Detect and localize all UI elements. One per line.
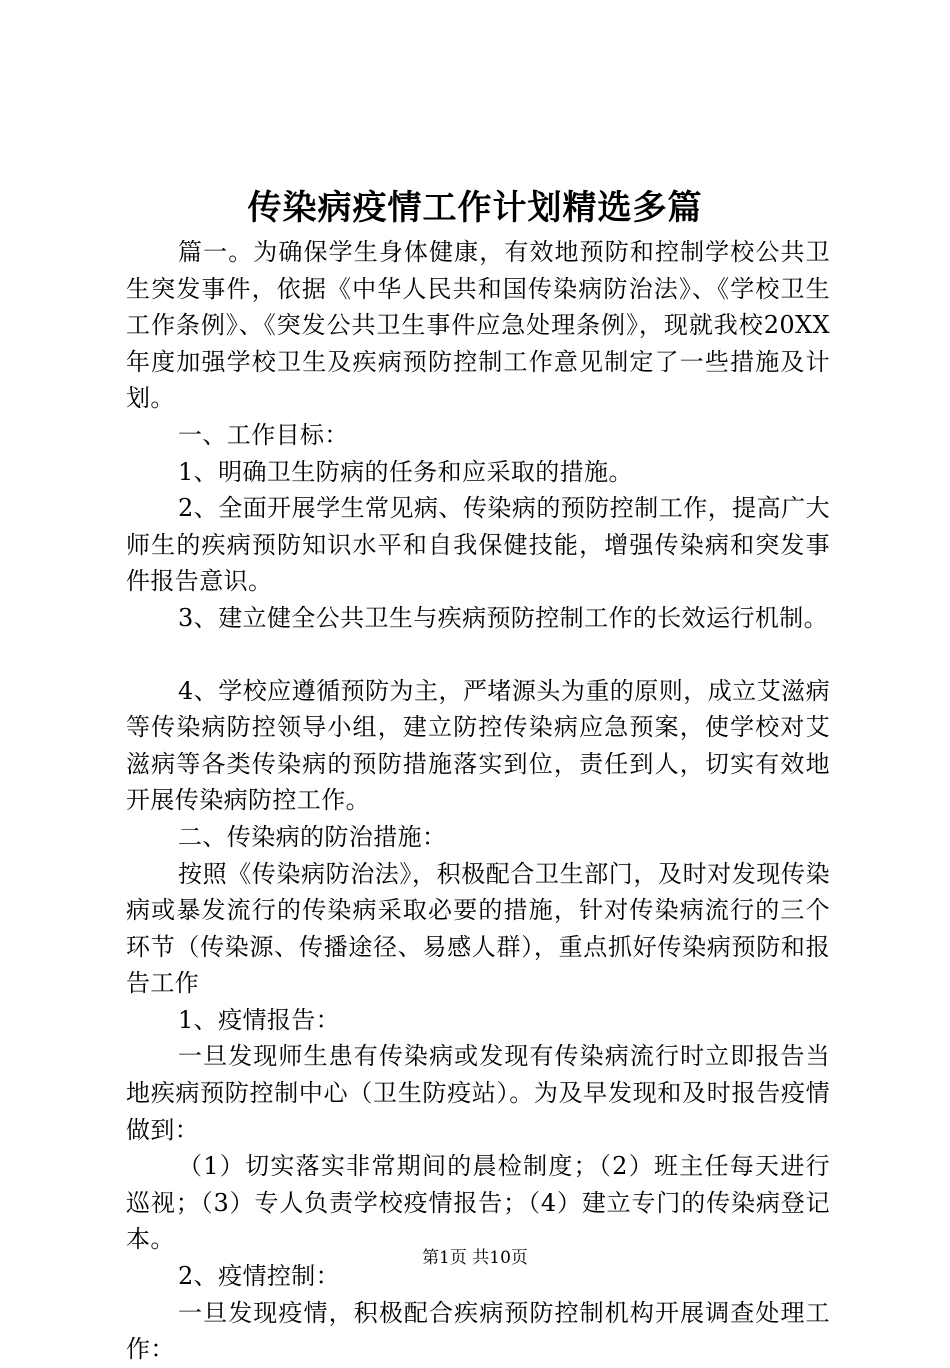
page-number-footer: 第1页 共10页 xyxy=(422,1248,528,1268)
paragraph-spacer xyxy=(126,637,830,673)
heading-epidemic-control: 2、疫情控制： xyxy=(178,1262,341,1291)
paragraph-goal-1: 1、明确卫生防病的任务和应采取的措施。 xyxy=(178,457,633,486)
paragraph-goal-3: 3、建立健全公共卫生与疾病预防控制工作的长效运行机制。 xyxy=(178,603,829,632)
heading-work-goals: 一、工作目标： xyxy=(178,420,349,449)
paragraph-goal-4: 4、学校应遵循预防为主，严堵源头为重的原则，成立艾滋病等传染病防控领导小组，建立防控传染病应急预案，使学校对艾滋病等各类传染病的预防措施落实到位，责任到人，切实有效地开展传染病防控工作。 xyxy=(126,676,830,815)
paragraph-epidemic-control: 一旦发现疫情，积极配合疾病预防控制机构开展调查处理工作： xyxy=(126,1298,830,1364)
paragraph-report-measures: （1）切实落实非常期间的晨检制度；（2）班主任每天进行巡视；（3）专人负责学校疫情报告；（4）建立专门的传染病登记本。 xyxy=(126,1152,830,1254)
document-title: 传染病疫情工作计划精选多篇 xyxy=(247,188,703,228)
paragraph-epidemic-report: 一旦发现师生患有传染病或发现有传染病流行时立即报告当地疾病预防控制中心（卫生防疫站）。为及早发现和及时报告疫情做到： xyxy=(126,1042,830,1144)
heading-prevention-measures: 二、传染病的防治措施： xyxy=(178,822,447,851)
paragraph-goal-2: 2、全面开展学生常见病、传染病的预防控制工作，提高广大师生的疾病预防知识水平和自我保健技能，增强传染病和突发事件报告意识。 xyxy=(126,494,830,596)
paragraph-intro: 篇一。为确保学生身体健康，有效地预防和控制学校公共卫生突发事件，依据《中华人民共和国传染病防治法》、《学校卫生工作条例》、《突发公共卫生事件应急处理条例》，现就我校20XX年度加强学校卫生及疾病预防控制工作意见制定了一些措施及计划。 xyxy=(126,238,830,413)
document-body xyxy=(126,234,830,1368)
heading-epidemic-report: 1、疫情报告： xyxy=(178,1005,341,1034)
paragraph-prevention-law: 按照《传染病防治法》，积极配合卫生部门，及时对发现传染病或暴发流行的传染病采取必要的措施，针对传染病流行的三个环节（传染源、传播途径、易感人群），重点抓好传染病预防和报告工作 xyxy=(126,859,830,998)
